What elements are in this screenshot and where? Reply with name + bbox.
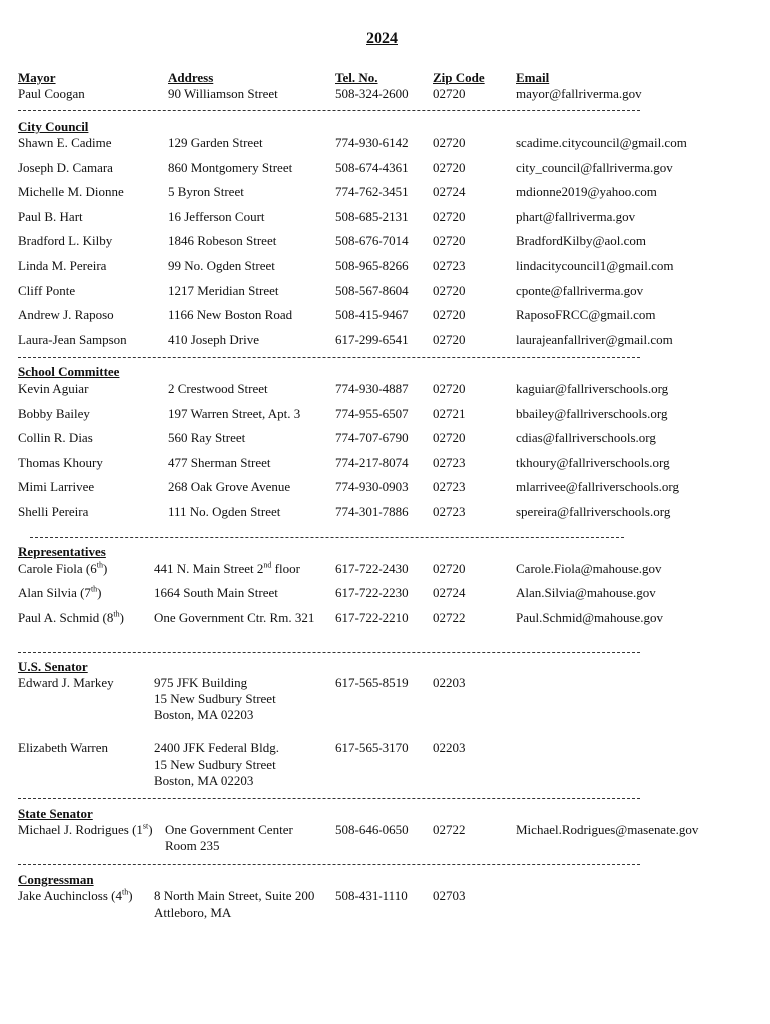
- school-member-email: spereira@fallriverschools.org: [516, 504, 671, 519]
- rep-address: 441 N. Main Street 2nd floor: [154, 560, 300, 576]
- council-member-address: 1217 Meridian Street: [168, 282, 279, 298]
- council-member-email: cponte@fallriverma.gov: [516, 282, 644, 298]
- school-member-tel: 774-217-8074: [335, 454, 409, 470]
- school-member-zip: 02720: [433, 430, 466, 446]
- council-member-email: mdionne2019@yahoo.com: [516, 184, 657, 200]
- divider: [18, 110, 640, 111]
- state-senator-tel: 508-646-0650: [335, 822, 409, 837]
- congressman-name: Jake Auchincloss (4th): [18, 887, 133, 903]
- council-member-name: Laura-Jean Sampson: [18, 331, 127, 347]
- council-member-email: scadime.citycouncil@gmail.com: [516, 135, 687, 150]
- header-email: Email: [516, 70, 550, 85]
- council-member-name: Andrew J. Raposo: [18, 307, 114, 323]
- council-member-zip: 02720: [433, 159, 466, 175]
- rep-email: Paul.Schmid@mahouse.gov: [516, 610, 664, 625]
- state-senator-email: Michael.Rodrigues@masenate.gov: [516, 822, 699, 837]
- school-member-zip: 02723: [433, 504, 466, 519]
- section-school-committee: School Committee: [18, 364, 120, 379]
- school-member-zip: 02723: [433, 479, 466, 495]
- header-mayor: Mayor: [18, 70, 56, 85]
- council-member-name: Joseph D. Camara: [18, 159, 113, 175]
- rep-address: One Government Ctr. Rm. 321: [154, 610, 315, 625]
- rep-name: Alan Silvia (7th): [18, 584, 102, 600]
- congressman-address-line1: 8 North Main Street, Suite 200: [154, 888, 315, 903]
- header-tel: Tel. No.: [335, 70, 378, 85]
- council-member-tel: 508-685-2131: [335, 208, 409, 224]
- council-member-email: phart@fallriverma.gov: [516, 208, 636, 224]
- council-member-zip: 02720: [433, 135, 466, 150]
- congressman-zip: 02703: [433, 888, 466, 903]
- state-senator-address-line1: One Government Center: [165, 822, 293, 837]
- state-senator-address-line2: Room 235: [165, 838, 220, 853]
- school-member-name: Mimi Larrivee: [18, 479, 95, 495]
- rep-tel: 617-722-2230: [335, 585, 409, 600]
- school-member-name: Collin R. Dias: [18, 430, 93, 446]
- rep-zip: 02720: [433, 561, 466, 576]
- section-us-senator: U.S. Senator: [18, 659, 88, 674]
- senator-zip: 02203: [433, 675, 466, 690]
- senator-address-line2: 15 New Sudbury Street: [154, 757, 276, 772]
- council-member-email: laurajeanfallriver@gmail.com: [516, 331, 673, 347]
- state-senator-name: Michael J. Rodrigues (1st): [18, 821, 153, 837]
- council-member-zip: 02720: [433, 208, 466, 224]
- header-address: Address: [168, 70, 214, 85]
- senator-address-line3: Boston, MA 02203: [154, 773, 254, 788]
- page-title: 2024: [366, 30, 398, 47]
- council-member-address: 410 Joseph Drive: [168, 331, 259, 347]
- school-member-address: 268 Oak Grove Avenue: [168, 479, 291, 495]
- senator-address-line1: 975 JFK Building: [154, 675, 248, 690]
- council-member-name: Cliff Ponte: [18, 282, 76, 298]
- school-member-zip: 02720: [433, 381, 466, 396]
- council-member-address: 5 Byron Street: [168, 184, 244, 200]
- council-member-name: Michelle M. Dionne: [18, 184, 124, 200]
- school-member-tel: 774-301-7886: [335, 504, 409, 519]
- divider: [18, 357, 640, 358]
- school-member-address: 2 Crestwood Street: [168, 381, 268, 396]
- rep-name: Paul A. Schmid (8th): [18, 609, 124, 625]
- senator-tel: 617-565-8519: [335, 675, 409, 690]
- council-member-tel: 774-762-3451: [335, 184, 409, 200]
- council-member-address: 1846 Robeson Street: [168, 233, 277, 249]
- school-member-email: cdias@fallriverschools.org: [516, 430, 656, 446]
- rep-name: Carole Fiola (6th): [18, 560, 108, 576]
- divider: [18, 652, 640, 653]
- school-member-tel: 774-930-0903: [335, 479, 409, 495]
- school-member-address: 111 No. Ogden Street: [168, 504, 281, 519]
- senator-address-line3: Boston, MA 02203: [154, 707, 254, 722]
- state-senator-zip: 02722: [433, 822, 466, 837]
- rep-address: 1664 South Main Street: [154, 585, 278, 600]
- school-member-address: 477 Sherman Street: [168, 454, 271, 470]
- council-member-tel: 508-674-4361: [335, 159, 409, 175]
- school-member-name: Thomas Khoury: [18, 454, 103, 470]
- header-zip: Zip Code: [433, 70, 485, 85]
- council-member-email: city_council@fallriverma.gov: [516, 159, 673, 175]
- council-member-name: Bradford L. Kilby: [18, 233, 113, 249]
- council-member-tel: 508-415-9467: [335, 307, 409, 323]
- senator-address-line1: 2400 JFK Federal Bldg.: [154, 740, 279, 755]
- mayor-name: Paul Coogan: [18, 86, 85, 101]
- senator-name: Elizabeth Warren: [18, 740, 109, 755]
- school-member-zip: 02721: [433, 405, 466, 421]
- council-member-name: Linda M. Pereira: [18, 258, 107, 273]
- rep-tel: 617-722-2430: [335, 561, 409, 576]
- school-member-tel: 774-707-6790: [335, 430, 409, 446]
- council-member-address: 129 Garden Street: [168, 135, 263, 150]
- school-member-name: Kevin Aguiar: [18, 381, 89, 396]
- council-member-zip: 02720: [433, 331, 466, 347]
- council-member-tel: 617-299-6541: [335, 331, 409, 347]
- senator-zip: 02203: [433, 740, 466, 755]
- council-member-tel: 508-965-8266: [335, 258, 409, 273]
- school-member-zip: 02723: [433, 454, 466, 470]
- council-member-email: lindacitycouncil1@gmail.com: [516, 258, 674, 273]
- senator-name: Edward J. Markey: [18, 675, 114, 690]
- mayor-tel: 508-324-2600: [335, 86, 409, 101]
- rep-email: Carole.Fiola@mahouse.gov: [516, 561, 662, 576]
- section-congressman: Congressman: [18, 872, 94, 887]
- council-member-tel: 508-567-8604: [335, 282, 409, 298]
- council-member-email: BradfordKilby@aol.com: [516, 233, 647, 249]
- section-state-senator: State Senator: [18, 806, 93, 821]
- senator-tel: 617-565-3170: [335, 740, 409, 755]
- divider: [18, 864, 640, 865]
- senator-address-line2: 15 New Sudbury Street: [154, 691, 276, 706]
- rep-email: Alan.Silvia@mahouse.gov: [516, 585, 656, 600]
- congressman-tel: 508-431-1110: [335, 888, 408, 903]
- divider: [30, 537, 624, 538]
- council-member-zip: 02724: [433, 184, 466, 200]
- congressman-address-line2: Attleboro, MA: [154, 905, 232, 920]
- rep-tel: 617-722-2210: [335, 610, 409, 625]
- school-member-tel: 774-930-4887: [335, 381, 409, 396]
- council-member-address: 16 Jefferson Court: [168, 208, 265, 224]
- council-member-address: 99 No. Ogden Street: [168, 258, 275, 273]
- school-member-email: bbailey@fallriverschools.org: [516, 405, 668, 421]
- section-city-council: City Council: [18, 119, 89, 134]
- council-member-address: 1166 New Boston Road: [168, 307, 293, 323]
- council-member-address: 860 Montgomery Street: [168, 159, 293, 175]
- divider: [18, 798, 640, 799]
- mayor-zip: 02720: [433, 86, 466, 101]
- council-member-tel: 774-930-6142: [335, 135, 409, 150]
- section-representatives: Representatives: [18, 544, 106, 559]
- council-member-name: Paul B. Hart: [18, 208, 83, 224]
- council-member-name: Shawn E. Cadime: [18, 135, 112, 150]
- school-member-email: mlarrivee@fallriverschools.org: [516, 479, 679, 495]
- council-member-email: RaposoFRCC@gmail.com: [516, 307, 656, 323]
- mayor-address: 90 Williamson Street: [168, 86, 278, 101]
- rep-zip: 02722: [433, 610, 466, 625]
- mayor-email: mayor@fallriverma.gov: [516, 86, 642, 101]
- council-member-zip: 02723: [433, 258, 466, 273]
- school-member-address: 560 Ray Street: [168, 430, 246, 446]
- council-member-zip: 02720: [433, 233, 466, 249]
- school-member-address: 197 Warren Street, Apt. 3: [168, 405, 301, 421]
- school-member-email: tkhoury@fallriverschools.org: [516, 454, 670, 470]
- school-member-name: Bobby Bailey: [18, 405, 90, 421]
- rep-zip: 02724: [433, 585, 466, 600]
- council-member-tel: 508-676-7014: [335, 233, 409, 249]
- school-member-name: Shelli Pereira: [18, 504, 89, 519]
- school-member-tel: 774-955-6507: [335, 405, 409, 421]
- council-member-zip: 02720: [433, 307, 466, 323]
- school-member-email: kaguiar@fallriverschools.org: [516, 381, 669, 396]
- council-member-zip: 02720: [433, 282, 466, 298]
